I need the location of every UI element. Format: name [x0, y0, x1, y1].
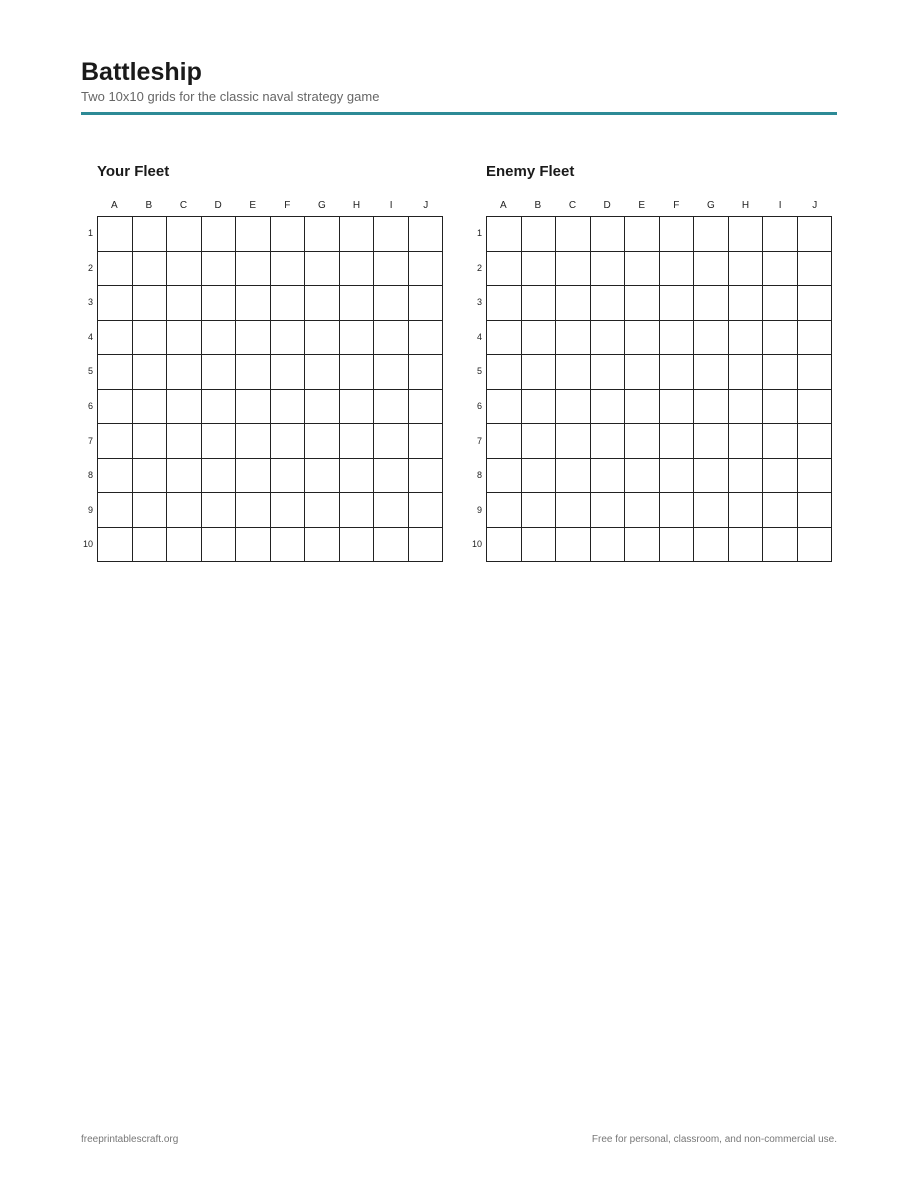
your-fleet-cell[interactable] — [409, 528, 444, 563]
your-fleet-row-label: 8 — [87, 470, 93, 481]
your-fleet-cell[interactable] — [374, 424, 409, 459]
enemy-fleet-cell[interactable] — [729, 528, 764, 563]
enemy-fleet-cell[interactable] — [729, 252, 764, 287]
enemy-fleet-cell[interactable] — [694, 493, 729, 528]
enemy-fleet-cell[interactable] — [694, 424, 729, 459]
enemy-fleet-cell[interactable] — [694, 217, 729, 252]
enemy-fleet-cell[interactable] — [522, 390, 557, 425]
your-fleet-cell[interactable] — [409, 493, 444, 528]
your-fleet-column-label: J — [423, 200, 429, 211]
enemy-fleet-cell[interactable] — [763, 252, 798, 287]
enemy-fleet-cell[interactable] — [763, 493, 798, 528]
enemy-fleet-cell[interactable] — [660, 528, 695, 563]
enemy-fleet-column-label: D — [603, 200, 611, 211]
your-fleet-cell[interactable] — [98, 459, 133, 494]
your-fleet-cell[interactable] — [133, 390, 168, 425]
enemy-fleet-cell[interactable] — [522, 424, 557, 459]
enemy-fleet-cell[interactable] — [660, 286, 695, 321]
enemy-fleet-cell[interactable] — [763, 321, 798, 356]
enemy-fleet-column-label: G — [707, 200, 715, 211]
footer-site: freeprintablescraft.org — [81, 1134, 179, 1145]
your-fleet-cell[interactable] — [340, 286, 375, 321]
your-fleet-cell[interactable] — [305, 424, 340, 459]
your-fleet-cell[interactable] — [305, 217, 340, 252]
enemy-fleet-cell[interactable] — [591, 528, 626, 563]
your-fleet-cell[interactable] — [98, 424, 133, 459]
enemy-fleet-cell[interactable] — [729, 217, 764, 252]
enemy-fleet-cell[interactable] — [729, 493, 764, 528]
enemy-fleet-row-label: 4 — [476, 331, 482, 342]
enemy-fleet-cell[interactable] — [625, 355, 660, 390]
enemy-fleet-cell[interactable] — [487, 493, 522, 528]
enemy-fleet-cell[interactable] — [556, 493, 591, 528]
enemy-fleet-cell[interactable] — [591, 355, 626, 390]
your-fleet-cell[interactable] — [133, 321, 168, 356]
enemy-fleet-cell[interactable] — [591, 321, 626, 356]
enemy-fleet-cell[interactable] — [591, 286, 626, 321]
your-fleet-row-label: 1 — [87, 228, 93, 238]
your-fleet-cell[interactable] — [133, 252, 168, 287]
enemy-fleet-cell[interactable] — [798, 286, 833, 321]
enemy-fleet-grid — [486, 216, 832, 562]
your-fleet-cell[interactable] — [305, 321, 340, 356]
enemy-fleet-cell[interactable] — [729, 355, 764, 390]
page-header — [81, 58, 837, 115]
your-fleet-cell[interactable] — [236, 355, 271, 390]
enemy-fleet-column-label: A — [499, 200, 507, 211]
enemy-fleet-row-label: 8 — [476, 470, 482, 481]
your-fleet-cell[interactable] — [133, 424, 168, 459]
enemy-fleet-cell[interactable] — [625, 252, 660, 287]
enemy-fleet-cell[interactable] — [625, 286, 660, 321]
your-fleet-cell[interactable] — [374, 321, 409, 356]
enemy-fleet-cell[interactable] — [591, 424, 626, 459]
your-fleet-cell[interactable] — [409, 286, 444, 321]
your-fleet-cell[interactable] — [167, 252, 202, 287]
enemy-fleet-cell[interactable] — [487, 528, 522, 563]
enemy-fleet-row-label: 3 — [476, 297, 482, 308]
your-fleet-cell[interactable] — [167, 459, 202, 494]
enemy-fleet-cell[interactable] — [487, 390, 522, 425]
your-fleet-cell[interactable] — [340, 424, 375, 459]
your-fleet-cell[interactable] — [236, 252, 271, 287]
your-fleet-cell[interactable] — [305, 286, 340, 321]
your-fleet-cell[interactable] — [271, 390, 306, 425]
enemy-fleet-cell[interactable] — [487, 424, 522, 459]
your-fleet-row-label: 2 — [87, 262, 93, 273]
enemy-fleet-cell[interactable] — [625, 459, 660, 494]
enemy-fleet-cell[interactable] — [660, 493, 695, 528]
your-fleet-cell[interactable] — [409, 390, 444, 425]
your-fleet-cell[interactable] — [236, 390, 271, 425]
your-fleet-cell[interactable] — [167, 217, 202, 252]
your-fleet-cell[interactable] — [236, 217, 271, 252]
enemy-fleet-cell[interactable] — [694, 390, 729, 425]
your-fleet-cell[interactable] — [374, 286, 409, 321]
enemy-fleet-cell[interactable] — [763, 286, 798, 321]
your-fleet-column-label: B — [145, 200, 153, 211]
enemy-fleet-cell[interactable] — [763, 217, 798, 252]
your-fleet-row-label: 6 — [87, 401, 93, 411]
your-fleet-cell[interactable] — [409, 424, 444, 459]
your-fleet-cell[interactable] — [202, 459, 237, 494]
your-fleet-cell[interactable] — [236, 424, 271, 459]
your-fleet-cell[interactable] — [271, 493, 306, 528]
your-fleet-cell[interactable] — [202, 286, 237, 321]
enemy-fleet-cell[interactable] — [556, 286, 591, 321]
your-fleet-cell[interactable] — [374, 217, 409, 252]
your-fleet-column-label: G — [318, 200, 326, 211]
your-fleet-cell[interactable] — [271, 355, 306, 390]
your-fleet-cell[interactable] — [340, 459, 375, 494]
your-fleet-cell[interactable] — [271, 528, 306, 563]
your-fleet-cell[interactable] — [340, 493, 375, 528]
enemy-fleet-cell[interactable] — [487, 459, 522, 494]
your-fleet-cell[interactable] — [133, 355, 168, 390]
your-fleet-column-label: H — [352, 200, 361, 211]
enemy-fleet-cell[interactable] — [556, 459, 591, 494]
enemy-fleet-cell[interactable] — [556, 424, 591, 459]
your-fleet-cell[interactable] — [340, 528, 375, 563]
your-fleet-cell[interactable] — [374, 252, 409, 287]
your-fleet-cell[interactable] — [202, 321, 237, 356]
enemy-fleet-cell[interactable] — [556, 321, 591, 356]
enemy-fleet-row-label: 9 — [476, 504, 482, 515]
enemy-fleet-cell[interactable] — [522, 286, 557, 321]
your-fleet-cell[interactable] — [202, 493, 237, 528]
enemy-fleet-cell[interactable] — [591, 390, 626, 425]
enemy-fleet-cell[interactable] — [522, 355, 557, 390]
enemy-fleet-cell[interactable] — [729, 286, 764, 321]
enemy-fleet-cell[interactable] — [625, 424, 660, 459]
enemy-fleet-cell[interactable] — [625, 217, 660, 252]
enemy-fleet-column-label: J — [812, 200, 818, 211]
your-fleet-cell[interactable] — [133, 493, 168, 528]
your-fleet-row-label: 5 — [87, 366, 93, 377]
enemy-fleet-cell[interactable] — [729, 321, 764, 356]
enemy-fleet-row-label: 7 — [476, 435, 482, 446]
your-fleet-cell[interactable] — [271, 424, 306, 459]
enemy-fleet-cell[interactable] — [763, 424, 798, 459]
enemy-fleet-cell[interactable] — [625, 390, 660, 425]
your-fleet-column-label: I — [389, 200, 393, 211]
your-fleet-row-label: 9 — [87, 504, 93, 515]
enemy-fleet-cell[interactable] — [522, 459, 557, 494]
enemy-fleet-cell[interactable] — [660, 355, 695, 390]
enemy-fleet-cell[interactable] — [487, 355, 522, 390]
enemy-fleet-cell[interactable] — [556, 217, 591, 252]
your-fleet-cell[interactable] — [167, 321, 202, 356]
your-fleet-cell[interactable] — [202, 217, 237, 252]
your-fleet-row-label: 10 — [82, 539, 93, 550]
your-fleet-cell[interactable] — [98, 528, 133, 563]
your-fleet-cell[interactable] — [305, 528, 340, 563]
your-fleet-cell[interactable] — [340, 355, 375, 390]
footer-license: Free for personal, classroom, and non-commercial use. — [591, 1134, 837, 1145]
enemy-fleet-cell[interactable] — [522, 217, 557, 252]
enemy-fleet-cell[interactable] — [763, 528, 798, 563]
enemy-fleet-row-label: 10 — [471, 539, 482, 550]
your-fleet-cell[interactable] — [305, 459, 340, 494]
your-fleet-cell[interactable] — [271, 252, 306, 287]
your-fleet-cell[interactable] — [236, 286, 271, 321]
your-fleet-cell[interactable] — [340, 252, 375, 287]
your-fleet-cell[interactable] — [236, 321, 271, 356]
your-fleet-cell[interactable] — [98, 252, 133, 287]
enemy-fleet-cell[interactable] — [522, 321, 557, 356]
your-fleet-cell[interactable] — [167, 390, 202, 425]
your-fleet-cell[interactable] — [340, 217, 375, 252]
your-fleet-cell[interactable] — [202, 355, 237, 390]
your-fleet-row-label: 7 — [87, 435, 93, 446]
your-fleet-cell[interactable] — [271, 286, 306, 321]
enemy-fleet-cell[interactable] — [522, 252, 557, 287]
your-fleet-cell[interactable] — [340, 390, 375, 425]
enemy-fleet-cell[interactable] — [798, 217, 833, 252]
your-fleet-cell[interactable] — [98, 217, 133, 252]
your-fleet-row-label: 4 — [87, 331, 93, 342]
enemy-fleet-cell[interactable] — [660, 459, 695, 494]
your-fleet-cell[interactable] — [409, 355, 444, 390]
your-fleet-cell[interactable] — [98, 390, 133, 425]
your-fleet-cell[interactable] — [409, 252, 444, 287]
enemy-fleet-column-label: I — [778, 200, 782, 211]
enemy-fleet-cell[interactable] — [660, 424, 695, 459]
enemy-fleet-cell[interactable] — [798, 528, 833, 563]
your-fleet-cell[interactable] — [167, 528, 202, 563]
enemy-fleet-cell[interactable] — [487, 252, 522, 287]
your-fleet-cell[interactable] — [236, 459, 271, 494]
enemy-fleet-column-label: F — [673, 200, 680, 211]
enemy-fleet-cell[interactable] — [625, 493, 660, 528]
your-fleet-column-label: C — [179, 200, 188, 211]
enemy-fleet-cell[interactable] — [556, 252, 591, 287]
enemy-fleet-cell[interactable] — [660, 217, 695, 252]
your-fleet-cell[interactable] — [133, 459, 168, 494]
enemy-fleet-cell[interactable] — [591, 217, 626, 252]
your-fleet-cell[interactable] — [98, 286, 133, 321]
enemy-fleet-cell[interactable] — [798, 321, 833, 356]
your-fleet-cell[interactable] — [374, 493, 409, 528]
your-fleet-cell[interactable] — [167, 355, 202, 390]
your-fleet-cell[interactable] — [305, 252, 340, 287]
your-fleet-cell[interactable] — [133, 217, 168, 252]
enemy-fleet-cell[interactable] — [729, 390, 764, 425]
enemy-fleet-cell[interactable] — [625, 528, 660, 563]
your-fleet-cell[interactable] — [374, 528, 409, 563]
your-fleet-column-label: A — [110, 200, 118, 211]
enemy-fleet-cell[interactable] — [798, 390, 833, 425]
your-fleet-cell[interactable] — [340, 321, 375, 356]
your-fleet-cell[interactable] — [98, 355, 133, 390]
your-fleet-cell[interactable] — [305, 390, 340, 425]
your-fleet-column-label: D — [214, 200, 222, 211]
your-fleet-cell[interactable] — [167, 286, 202, 321]
your-fleet-cell[interactable] — [133, 286, 168, 321]
your-fleet-cell[interactable] — [98, 321, 133, 356]
enemy-fleet-row-label: 1 — [476, 228, 482, 238]
your-fleet-row-label: 3 — [87, 297, 93, 308]
enemy-fleet-column-label: H — [741, 200, 750, 211]
enemy-fleet-cell[interactable] — [694, 355, 729, 390]
enemy-fleet-cell[interactable] — [763, 390, 798, 425]
enemy-fleet-cell[interactable] — [660, 321, 695, 356]
enemy-fleet-cell[interactable] — [798, 459, 833, 494]
your-fleet-cell[interactable] — [202, 252, 237, 287]
enemy-fleet-cell[interactable] — [660, 252, 695, 287]
your-fleet-cell[interactable] — [374, 390, 409, 425]
enemy-fleet-cell[interactable] — [694, 252, 729, 287]
enemy-fleet-row-label: 2 — [476, 262, 482, 273]
your-fleet-cell[interactable] — [409, 217, 444, 252]
your-fleet-column-label: E — [249, 200, 257, 211]
enemy-fleet-cell[interactable] — [694, 459, 729, 494]
your-fleet-cell[interactable] — [409, 321, 444, 356]
enemy-fleet-cell[interactable] — [729, 459, 764, 494]
enemy-fleet-title: Enemy Fleet — [486, 163, 575, 180]
enemy-fleet-cell[interactable] — [556, 355, 591, 390]
your-fleet-cell[interactable] — [305, 493, 340, 528]
enemy-fleet-column-label: B — [534, 200, 542, 211]
enemy-fleet-column-label: E — [638, 200, 646, 211]
your-fleet-cell[interactable] — [271, 459, 306, 494]
your-fleet-cell[interactable] — [374, 355, 409, 390]
enemy-fleet-cell[interactable] — [798, 493, 833, 528]
your-fleet-cell[interactable] — [236, 528, 271, 563]
enemy-fleet-row-label: 6 — [476, 401, 482, 411]
enemy-fleet-cell[interactable] — [522, 493, 557, 528]
enemy-fleet-cell[interactable] — [660, 390, 695, 425]
enemy-fleet-row-label: 5 — [476, 366, 482, 377]
enemy-fleet-cell[interactable] — [591, 459, 626, 494]
your-fleet-title: Your Fleet — [97, 163, 170, 180]
enemy-fleet-cell[interactable] — [591, 493, 626, 528]
your-fleet-cell[interactable] — [98, 493, 133, 528]
enemy-fleet-cell[interactable] — [798, 252, 833, 287]
your-fleet-grid — [97, 216, 443, 562]
your-fleet-cell[interactable] — [202, 528, 237, 563]
enemy-fleet-cell[interactable] — [591, 252, 626, 287]
your-fleet-cell[interactable] — [133, 528, 168, 563]
enemy-fleet-cell[interactable] — [694, 286, 729, 321]
page-subtitle: Two 10x10 grids for the classic naval strategy game — [81, 89, 380, 104]
enemy-fleet-cell[interactable] — [798, 424, 833, 459]
page-title: Battleship — [81, 58, 202, 86]
your-fleet-column-label: F — [284, 200, 291, 211]
enemy-fleet-cell[interactable] — [763, 459, 798, 494]
your-fleet-cell[interactable] — [271, 321, 306, 356]
your-fleet-cell[interactable] — [374, 459, 409, 494]
your-fleet-cell[interactable] — [305, 355, 340, 390]
enemy-fleet-cell[interactable] — [694, 528, 729, 563]
enemy-fleet-cell[interactable] — [694, 321, 729, 356]
your-fleet-cell[interactable] — [271, 217, 306, 252]
enemy-fleet-cell[interactable] — [763, 355, 798, 390]
your-fleet-cell[interactable] — [167, 424, 202, 459]
your-fleet-cell[interactable] — [236, 493, 271, 528]
your-fleet-cell[interactable] — [409, 459, 444, 494]
enemy-fleet-cell[interactable] — [487, 286, 522, 321]
your-fleet-cell[interactable] — [202, 390, 237, 425]
enemy-fleet-cell[interactable] — [798, 355, 833, 390]
enemy-fleet-cell[interactable] — [556, 528, 591, 563]
your-fleet-cell[interactable] — [167, 493, 202, 528]
enemy-fleet-cell[interactable] — [625, 321, 660, 356]
enemy-fleet-cell[interactable] — [522, 528, 557, 563]
your-fleet-cell[interactable] — [202, 424, 237, 459]
enemy-fleet-column-label: C — [568, 200, 577, 211]
enemy-fleet-cell[interactable] — [729, 424, 764, 459]
enemy-fleet-cell[interactable] — [487, 217, 522, 252]
enemy-fleet-cell[interactable] — [556, 390, 591, 425]
enemy-fleet-cell[interactable] — [487, 321, 522, 356]
